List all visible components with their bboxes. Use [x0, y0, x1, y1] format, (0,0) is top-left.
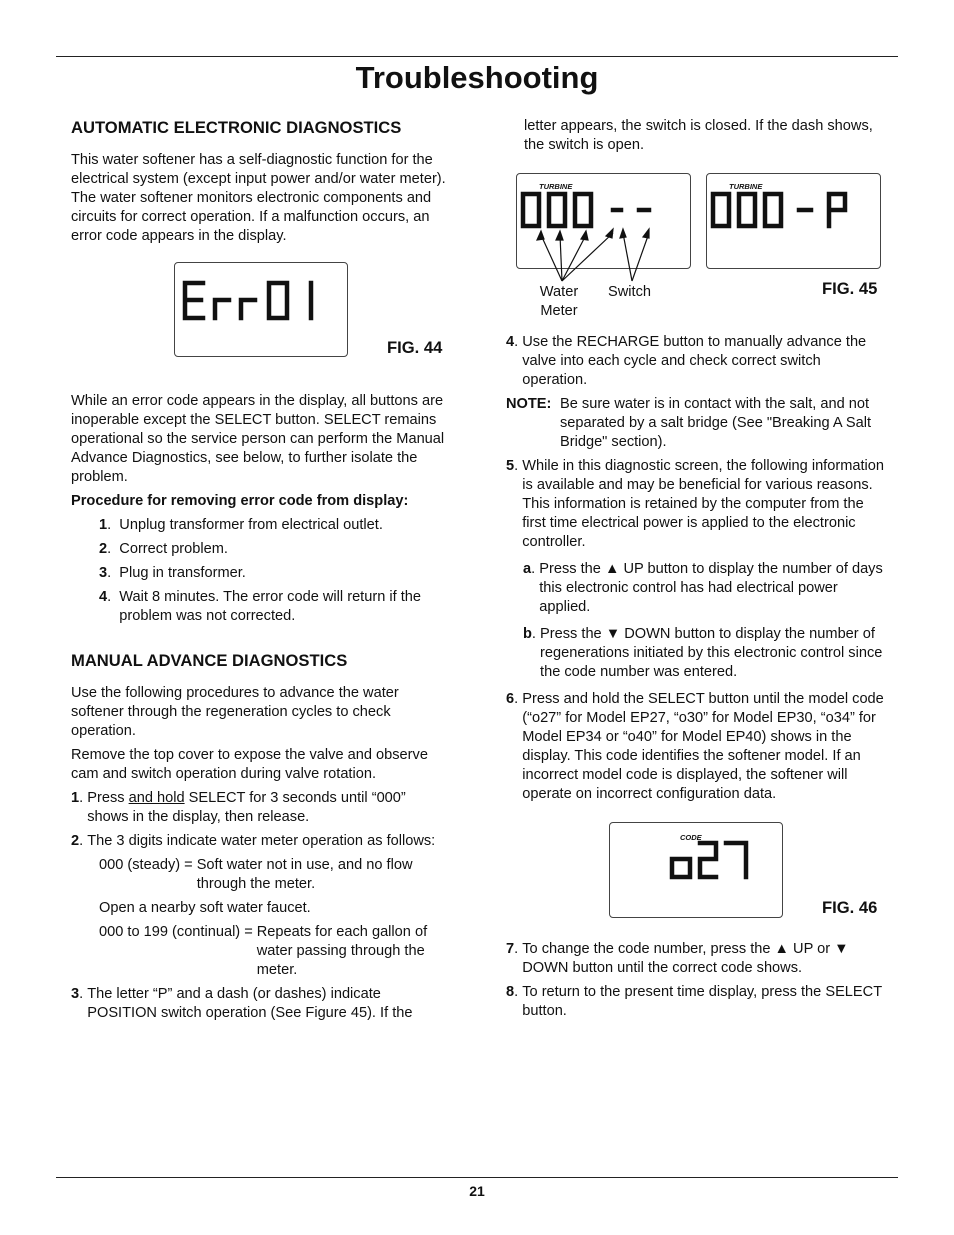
manual-para1: Use the following procedures to advance the water softener through the regeneration cycles to check operation.	[71, 685, 399, 739]
step3-continued: letter appears, the switch is closed. If the dash shows, the switch is open.	[524, 118, 873, 153]
fig44-display	[174, 262, 348, 357]
def-continual: 000 to 199 (continual) = Repeats for each gallon of water passing through the meter.	[99, 924, 428, 978]
procedure-list	[71, 516, 451, 626]
def-steady: 000 (steady) = Soft water not in use, and no flow through the meter.	[99, 857, 413, 892]
auto-para2: While an error code appears in the display, all buttons are inoperable except the SELECT button. SELECT remains operational so the service person can perform the Manual Advance Diagnostics, see below, to further isolate the problem.	[71, 393, 445, 485]
procedure-item-1: 1 . Unplug transformer from electrical outlet.	[99, 517, 383, 533]
manual-step-3: 3 . The letter “P” and a dash (or dashes) indicate POSITION switch operation (See Figure 45). If the	[71, 986, 413, 1021]
fig46-code-tag: CODE	[680, 833, 702, 842]
up-triangle-icon: ▲	[774, 941, 789, 957]
fig44-lcd-segments	[175, 263, 347, 356]
fig46-label: FIG. 46	[822, 898, 878, 917]
up-triangle-icon: ▲	[604, 561, 620, 577]
fig46	[506, 822, 886, 940]
step-8: 8 . To return to the present time display, press the SELECT button.	[506, 984, 882, 1019]
step-7: 7 . To change the code number, press the ▲ UP or ▼ DOWN button until the correct code shows.	[506, 941, 849, 976]
section-heading-manual-diagnostics: MANUAL ADVANCE DIAGNOSTICS	[71, 651, 348, 670]
procedure-item-4: 4 . Wait 8 minutes. The error code will return if the problem was not corrected.	[99, 589, 422, 624]
fig45-label: FIG. 45	[822, 279, 878, 298]
left-column	[71, 117, 451, 1028]
step-4: 4 . Use the RECHARGE button to manually advance the valve into each cycle and check correct switch operation.	[506, 334, 867, 388]
fig45-switch-label: Switch	[608, 284, 651, 300]
manual-para2: Remove the top cover to expose the valve and observe cam and switch operation during valve rotation.	[71, 747, 428, 782]
fig45-turbine-tag-2: TURBINE	[729, 182, 763, 191]
procedure-item-2: 2 . Correct problem.	[99, 541, 228, 557]
bottom-rule	[56, 1177, 898, 1178]
step-5b: b . Press the ▼ DOWN button to display the number of regenerations initiated by this electronic control since the code number was entered.	[523, 626, 883, 680]
manual-step-2: 2 . The 3 digits indicate water meter operation as follows:	[71, 833, 436, 849]
down-triangle-icon: ▼	[834, 941, 849, 957]
top-rule	[56, 56, 898, 57]
section-heading-auto-diagnostics: AUTOMATIC ELECTRONIC DIAGNOSTICS	[71, 118, 402, 137]
fig45-turbine-tag-1: TURBINE	[539, 182, 573, 191]
auto-intro: This water softener has a self-diagnostic function for the electrical system (except input power and/or water meter). The water softener monitors electronic components and circuits for correct operation. If a malfunction occurs, an error code appears in the display.	[71, 152, 446, 244]
step-5a: a . Press the ▲ UP button to display the number of days this electronic control has had electrical power applied.	[523, 561, 883, 615]
step-6: 6 . Press and hold the SELECT button until the model code (“o27” for Model EP27, “o30” for Model EP30, “o34” for Model EP34 or “o40” for Model EP40) shows in the display. This code identifies the softener model. If an incorrect model code is displayed, the softener will operate on incorrect configuration data.	[506, 691, 884, 802]
fig45-water-meter-label: Water Meter	[539, 284, 579, 319]
right-column	[506, 117, 886, 1026]
procedure-item-3: 3 . Plug in transformer.	[99, 565, 246, 581]
manual-step-1: 1 . Press and hold SELECT for 3 seconds until “000” shows in the display, then release.	[71, 790, 406, 825]
note: NOTE: Be sure water is in contact with the salt, and not separated by a salt bridge (See "Breaking A Salt Bridge" section).	[506, 396, 872, 450]
fig44-label: FIG. 44	[387, 338, 443, 357]
step-5: 5 . While in this diagnostic screen, the following information is available and may be beneficial for various reasons. This information is retained by the computer from the first time electrical power is applied to the electronic controller.	[506, 458, 885, 550]
note-label: NOTE:	[506, 396, 552, 412]
open-faucet: Open a nearby soft water faucet.	[99, 900, 311, 916]
fig46-display	[609, 822, 783, 918]
procedure-heading: Procedure for removing error code from display:	[71, 493, 409, 509]
fig44	[71, 262, 451, 392]
page-number: 21	[469, 1183, 485, 1199]
page-title: Troubleshooting	[355, 60, 599, 95]
down-triangle-icon: ▼	[605, 626, 621, 642]
fig45-display-position	[706, 173, 881, 269]
fig45	[506, 173, 886, 333]
